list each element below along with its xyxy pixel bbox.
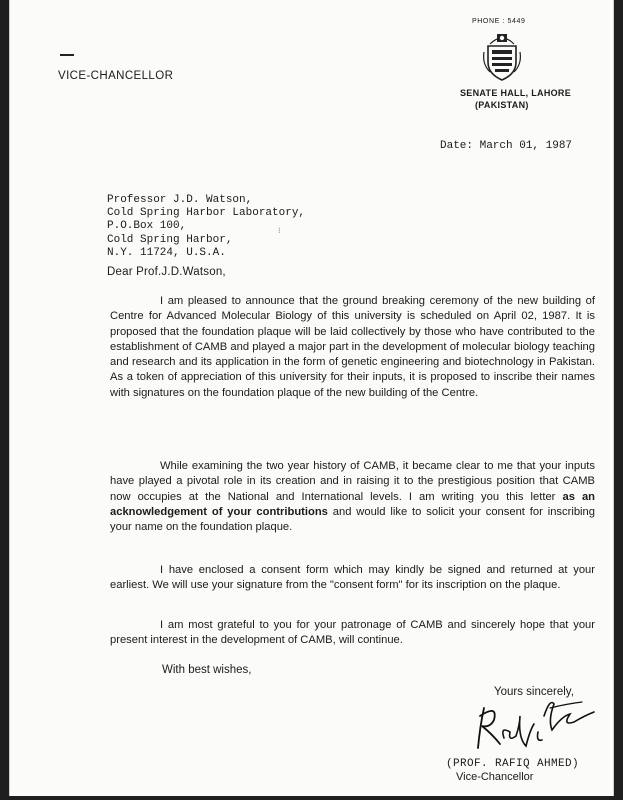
letterhead-country: (PAKISTAN) [475,100,529,110]
salutation: Dear Prof.J.D.Watson, [107,266,226,278]
recipient-address [107,194,305,260]
body-paragraph-4: I am most grateful to you for your patronage of CAMB and sincerely hope that your present interest in the development of CAMB, will continue. [110,619,595,647]
stray-mark: ⁝ [278,227,281,236]
university-seal-icon [480,30,524,82]
closing-yours: Yours sincerely, [494,686,574,698]
body-paragraph-1: I am pleased to announce that the ground breaking ceremony of the new building of Centre for Advanced Molecular Biology of this university is scheduled on April 02, 1987. It is proposed that the foundation plaque will be laid collectively by those who have contributed to the establishment of CAMB and played a major part in the development of molecular biology teaching and research and its application in the form of genetic engineering and biotechnology in Pakistan. As a token of appreciation of this university for their inputs, it is proposed to inscribe their names with signatures on the foundation plaque of the new building of the Centre. [110,295,595,399]
bold-emphasis: as an acknowledgement of your contributions [110,490,596,518]
address-line: P.O.Box 100, [107,220,187,233]
address-line: Cold Spring Harbor, [107,233,233,246]
body-paragraph-3: I have enclosed a consent form which may kindly be signed and returned at your earliest. We will use your signature from the "consent form" for its inscription on the plaque. [110,564,595,592]
paragraph-text: and would like to solicit your consent for inscribing your name on the foundation plaque. [110,505,595,534]
body-paragraph-2 [110,459,595,535]
address-line: Professor J.D. Watson, [107,194,253,206]
signatory-title: Vice-Chancellor [456,771,534,783]
address-line: Cold Spring Harbor Laboratory, [107,207,306,220]
paragraph-text: While examining the two year history of CAMB, it became clear to me that your inputs have played a pivotal role in its creation and in raising it to the prestigious position that CAMB now occupies at the National and International levels. I am writing you this letter [110,460,595,503]
address-line: N.Y. 11724, U.S.A. [107,246,226,259]
decorative-dash [60,54,74,56]
letterhead-title: VICE-CHANCELLOR [58,70,174,82]
letter-date: Date: March 01, 1987 [440,140,573,152]
signatory-name: (PROF. RAFIQ AHMED) [446,758,580,770]
letterhead-address: SENATE HALL, LAHORE [460,88,572,98]
phone-number: PHONE : 5449 [472,18,526,25]
letter-page [9,0,614,796]
closing-wishes: With best wishes, [162,664,252,676]
